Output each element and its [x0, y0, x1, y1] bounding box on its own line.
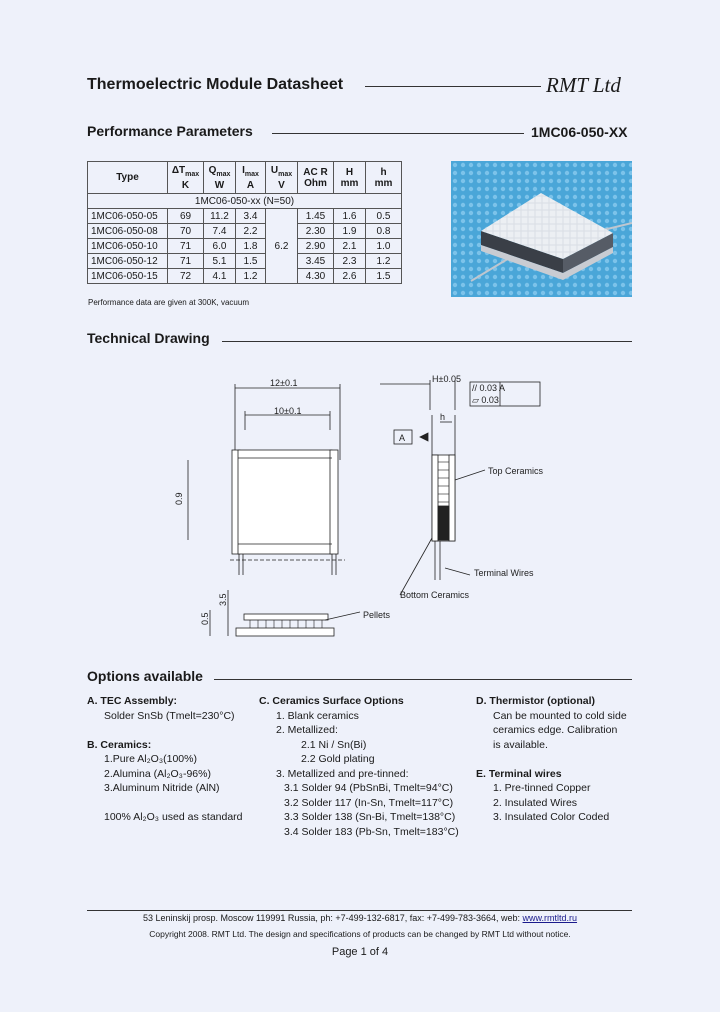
table-cell: 70: [168, 224, 204, 239]
option-item: 2. Metallized:: [276, 724, 338, 736]
address-text: 53 Leninskij prosp. Moscow 119991 Russia, ph: +7-499-132-6817, fax: +7-499-783-3664, web:: [142, 913, 523, 923]
table-cell: 2.1: [334, 239, 366, 254]
header-rule: [365, 86, 541, 87]
option-heading: E. Terminal wires: [476, 767, 562, 780]
table-cell: 1.8: [236, 239, 266, 254]
table-cell: 2.90: [298, 239, 334, 254]
table-group-row: [88, 194, 402, 209]
table-cell: 5.1: [204, 254, 236, 269]
pellets-label: Pellets: [363, 610, 391, 620]
drawing-rule: [222, 341, 632, 342]
module-photo: [451, 161, 632, 297]
option-item: 2.2 Gold plating: [301, 753, 375, 765]
option-item: 1. Pre-tinned Copper: [493, 782, 591, 794]
performance-rule: [272, 133, 524, 134]
table-row: [88, 269, 402, 284]
option-heading: C. Ceramics Surface Options: [259, 695, 404, 707]
table-cell: 3.4: [236, 209, 266, 224]
flatness-label: // 0.03 A: [472, 383, 506, 393]
bottom-ceramics-label: Bottom Ceramics: [400, 590, 470, 600]
table-cell: 1.2: [236, 269, 266, 284]
table-row: [88, 224, 402, 239]
table-cell: 3.45: [298, 254, 334, 269]
website-link[interactable]: www.rmtltd.ru: [522, 913, 578, 923]
option-heading: D. Thermistor (optional): [476, 695, 595, 707]
option-item: 1. Blank ceramics: [276, 709, 359, 722]
table-cell: 4.1: [204, 269, 236, 284]
table-cell: 2.6: [334, 269, 366, 284]
table-cell: 1MC06-050-12: [88, 254, 168, 269]
table-cell: 1MC06-050-05: [88, 209, 168, 224]
dim-h-label: h: [440, 412, 446, 422]
table-row: [88, 209, 402, 224]
performance-table: [87, 161, 402, 284]
table-cell: 1MC06-050-15: [88, 269, 168, 284]
option-item: [87, 796, 257, 811]
group-label: 1MC06-050-xx (N=50): [88, 194, 402, 209]
table-cell: 72: [168, 269, 204, 284]
table-cell: 1.5: [236, 254, 266, 269]
dim-05-label: 0.5: [200, 612, 210, 625]
dim-H-label: H±0.05: [432, 374, 461, 384]
table-header-row: [88, 162, 402, 194]
column-header: h mm: [366, 162, 402, 194]
table-cell: 2.3: [334, 254, 366, 269]
column-header: $U_{max}$ V: [266, 162, 298, 194]
technical-drawing: [170, 370, 570, 645]
option-item: [476, 752, 636, 767]
column-header: AC R Ohm: [298, 162, 334, 194]
table-cell: 1.9: [334, 224, 366, 239]
table-cell: 2.2: [236, 224, 266, 239]
table-row: [88, 239, 402, 254]
option-heading: A. TEC Assembly:: [87, 695, 178, 707]
dim-side-label: 0.9: [174, 492, 184, 505]
table-cell: 2.30: [298, 224, 334, 239]
option-item: 2.1 Ni / Sn(Bi): [301, 738, 367, 751]
footer-rule: [87, 910, 632, 911]
option-item: 3.Aluminum Nitride (AlN): [104, 782, 220, 794]
table-cell: 1.45: [298, 209, 334, 224]
option-item: Can be mounted to cold side: [493, 709, 627, 722]
datum-A-label: A: [399, 433, 406, 443]
option-item: 2.Alumina (Al₂O₃-96%): [104, 767, 211, 780]
option-item: 3.2 Solder 117 (In-Sn, Tmelt=117°C): [284, 796, 454, 809]
options-rule: [214, 679, 632, 680]
option-item: 100% Al₂O₃ used as standard: [104, 811, 243, 823]
column-header: H mm: [334, 162, 366, 194]
side-view: [380, 380, 540, 595]
top-view: [188, 384, 345, 575]
document-title: Thermoelectric Module Datasheet: [87, 76, 344, 93]
option-item: ceramics edge. Calibration: [493, 724, 618, 736]
dim-10-label: 10±0.1: [274, 406, 302, 416]
table-cell: 0.5: [366, 209, 402, 224]
front-view: [210, 590, 360, 636]
brand-logo-text: RMT Ltd: [546, 73, 621, 97]
table-cell: 7.4: [204, 224, 236, 239]
table-cell: 1MC06-050-10: [88, 239, 168, 254]
footer-address: [0, 913, 720, 923]
options-column-assembly-ceramics: [87, 694, 257, 825]
table-cell: 1.6: [334, 209, 366, 224]
options-column-thermistor-wires: [476, 694, 636, 825]
table-cell: 71: [168, 254, 204, 269]
top-ceramics-label: Top Ceramics: [488, 466, 544, 476]
option-item: 3. Insulated Color Coded: [493, 811, 610, 823]
parallelism-label: ▱ 0.03: [472, 395, 499, 405]
table-cell: 1.5: [366, 269, 402, 284]
table-cell: 0.8: [366, 224, 402, 239]
table-cell: 11.2: [204, 209, 236, 224]
column-header: $\Delta T_{max}$ K: [168, 162, 204, 194]
column-header: $I_{max}$ A: [236, 162, 266, 194]
option-item: 3. Metallized and pre-tinned:: [276, 767, 409, 780]
column-header: $Q_{max}$ W: [204, 162, 236, 194]
table-cell: 71: [168, 239, 204, 254]
dim-35-label: 3.5: [218, 593, 228, 606]
umax-cell: 6.2: [266, 209, 298, 284]
table-cell: 69: [168, 209, 204, 224]
column-header: Type: [88, 162, 168, 194]
footer-copyright: Copyright 2008. RMT Ltd. The design and specifications of products can be changed by RMT Ltd without notice.: [149, 929, 571, 939]
option-item: 1.Pure Al₂O₃(100%): [104, 753, 197, 765]
table-cell: 4.30: [298, 269, 334, 284]
model-number: 1MC06-050-XX: [531, 124, 628, 140]
performance-heading: Performance Parameters: [87, 123, 253, 139]
option-item: [87, 723, 257, 738]
drawing-heading: Technical Drawing: [87, 330, 210, 346]
option-item: 3.1 Solder 94 (PbSnBi, Tmelt=94°C): [284, 782, 453, 794]
dim-12-label: 12±0.1: [270, 378, 298, 388]
performance-note: Performance data are given at 300K, vacuum: [88, 298, 249, 307]
option-item: 3.4 Solder 183 (Pb-Sn, Tmelt=183°C): [284, 825, 459, 838]
option-item: Solder SnSb (Tmelt=230°C): [104, 709, 235, 722]
terminal-wires-label: Terminal Wires: [474, 568, 534, 578]
option-item: 2. Insulated Wires: [493, 796, 578, 809]
page-number: Page 1 of 4: [331, 946, 389, 958]
option-heading: B. Ceramics:: [87, 738, 152, 751]
option-item: 3.3 Solder 138 (Sn-Bi, Tmelt=138°C): [284, 811, 456, 823]
options-heading: Options available: [87, 668, 203, 684]
table-row: [88, 254, 402, 269]
table-cell: 1.0: [366, 239, 402, 254]
table-cell: 1MC06-050-08: [88, 224, 168, 239]
table-cell: 1.2: [366, 254, 402, 269]
options-column-surface: [259, 694, 474, 839]
option-item: is available.: [493, 738, 548, 751]
table-cell: 6.0: [204, 239, 236, 254]
